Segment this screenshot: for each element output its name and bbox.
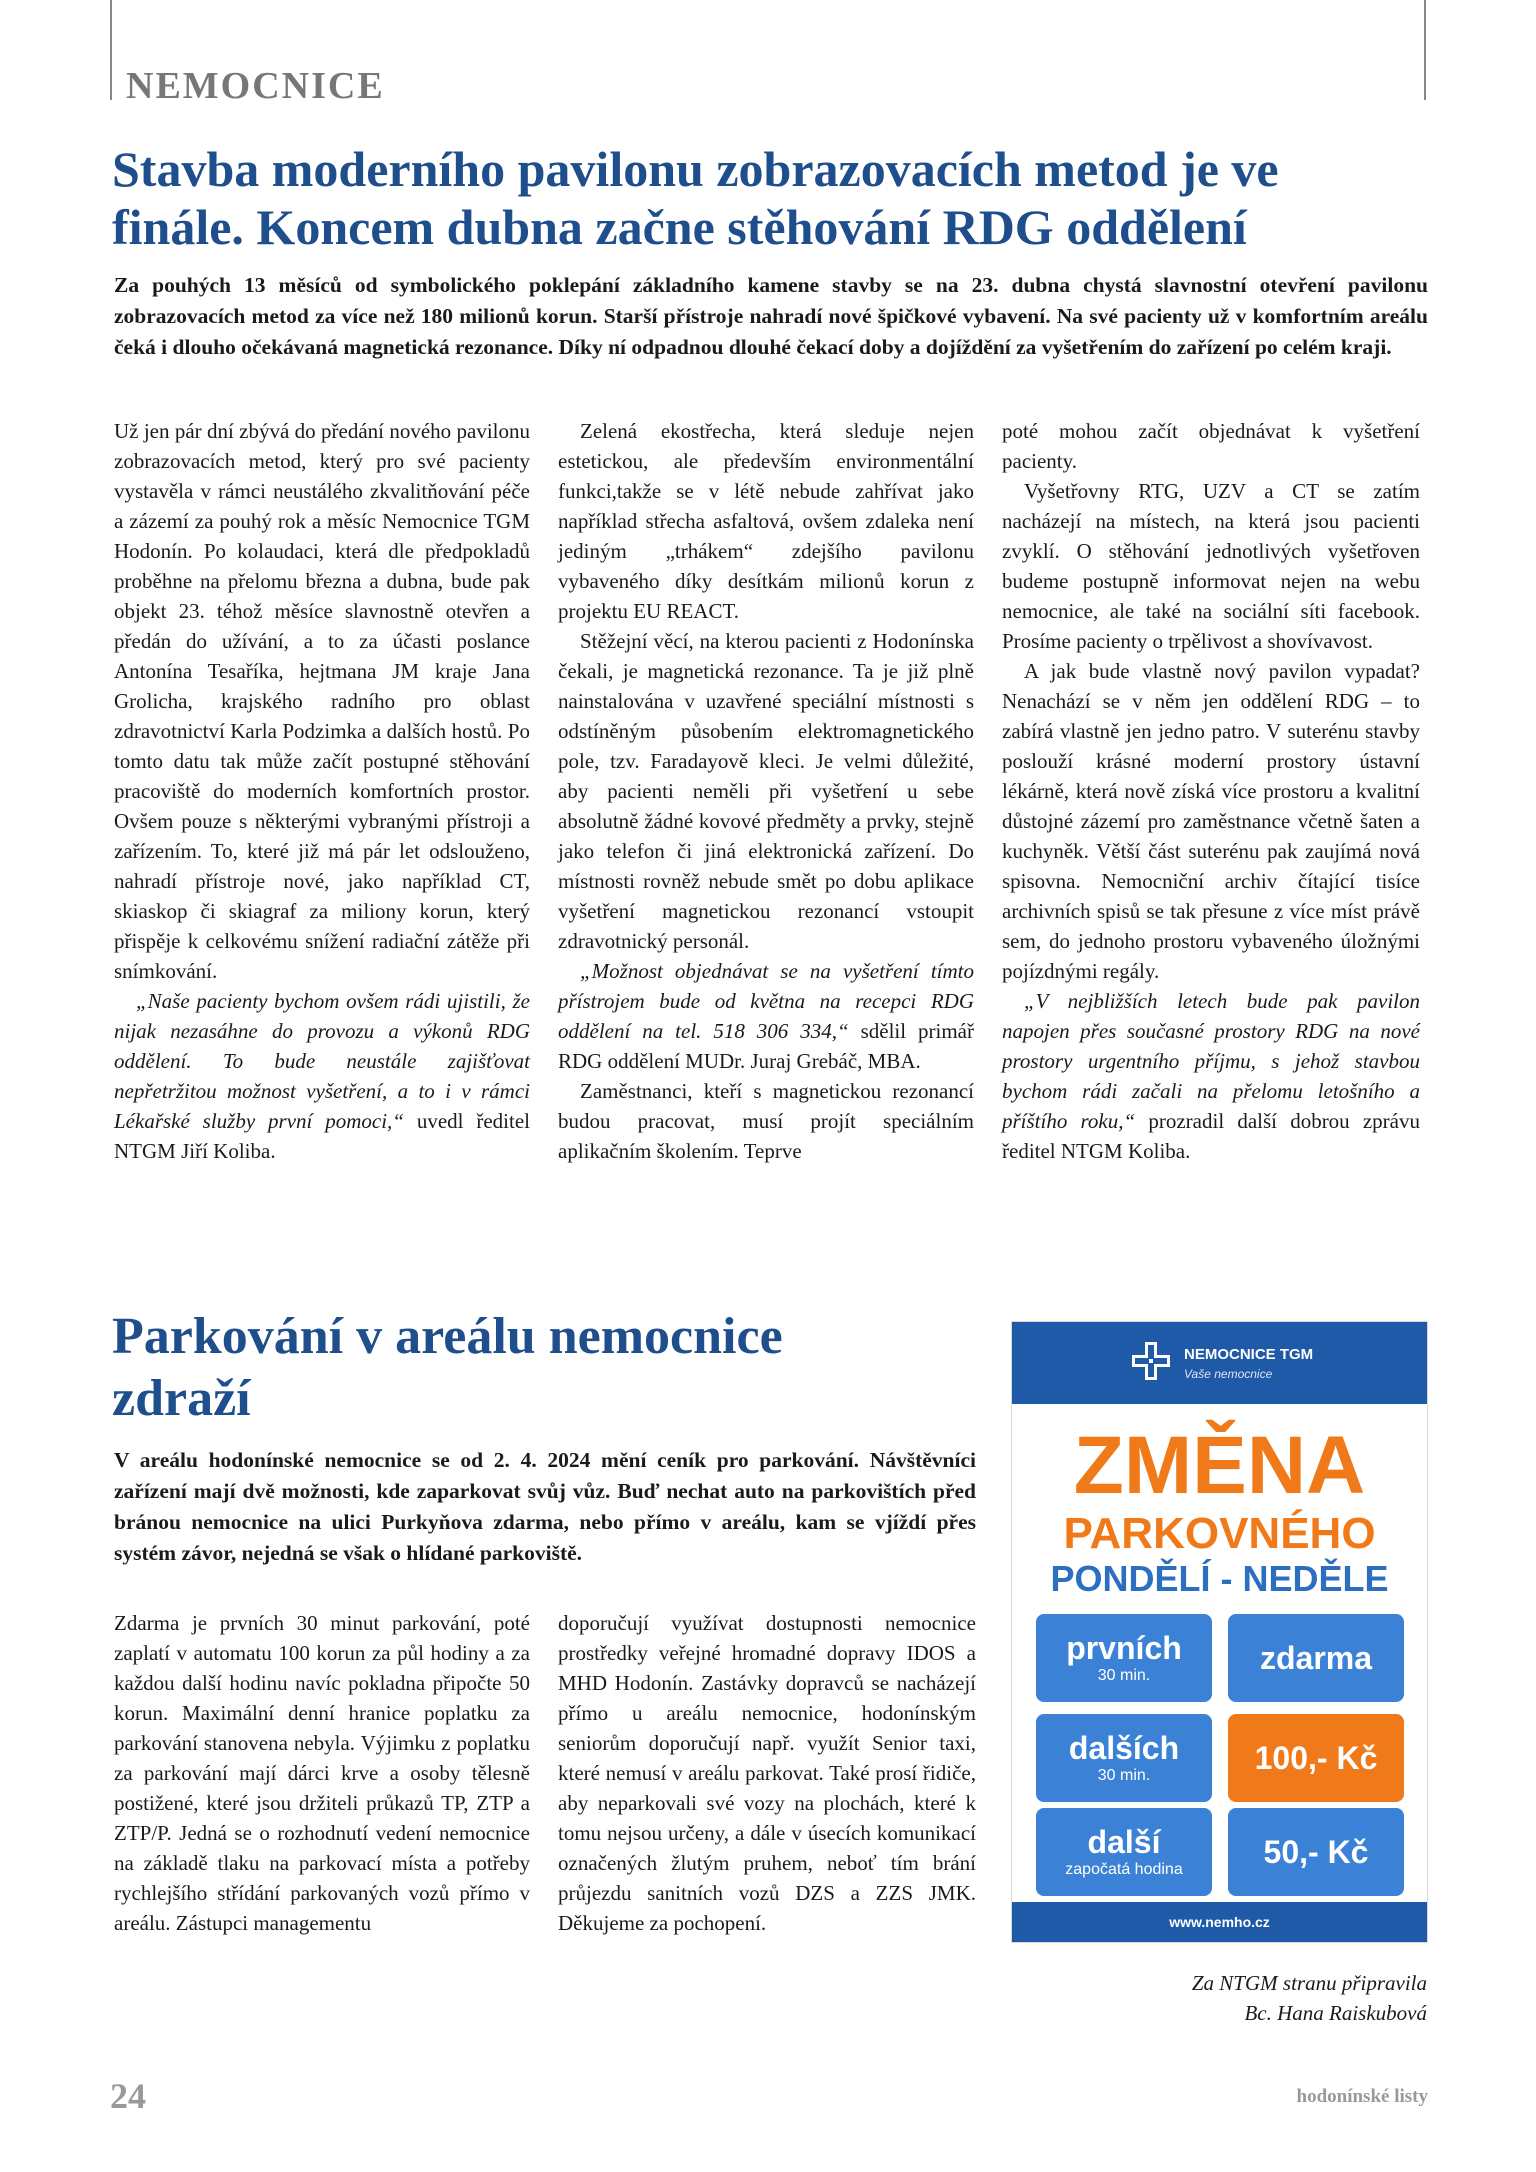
article1-col3-quote-paragraph xyxy=(1002,986,1420,1166)
ad-row1-label-text: prvních xyxy=(1066,1630,1182,1666)
article1-column-1 xyxy=(114,416,530,1166)
article1-col2-quote-paragraph xyxy=(558,956,974,1076)
ad-title-zmena: ZMĚNA xyxy=(1073,1420,1366,1511)
quote-attribution: uvedl ředitel NTGM Jiří Koliba. xyxy=(114,1109,531,1163)
article2-col2-paragraph: doporučují využívat dostupnosti nemocnice prostředky veřejné hromadné dopravy IDOS a MHD Hodonín. Zastávky dopravců se nacházejí přímo u areálu nemocnice, hodonínským seniorům doporučují např. využít Senior taxi, které nemusí v areálu parkovat. Také prosí řidiče, aby neparkovali své vozy na plochách, které k tomu nejsou určeny, a dále v úsecích komunikací označených žlutým pruhem, neboť tím brání průjezdu sanitních vozů DZS a ZZS JMK. Děkujeme za pochopení. xyxy=(558,1611,976,1935)
section-label: NEMOCNICE xyxy=(126,65,385,107)
ad-row3-label-text: další xyxy=(1087,1824,1161,1860)
ad-row2-label xyxy=(1036,1714,1212,1802)
article1-col1-quote-paragraph xyxy=(114,986,530,1166)
article1-title-line2: finále. Koncem dubna začne stěhování RDG oddělení xyxy=(112,199,1247,255)
quote-attribution: sdělil primář RDG oddělení MUDr. Juraj Grebáč, MBA. xyxy=(558,1019,974,1073)
ad-row3-sub: započatá hodina xyxy=(1065,1861,1183,1878)
ad-row1-sub: 30 min. xyxy=(1097,1667,1151,1684)
ad-url: www.nemho.cz xyxy=(1012,1902,1427,1942)
article2-lead: V areálu hodonínské nemocnice se od 2. 4. 2024 mění ceník pro parkování. Návštěvníci zařízení mají dvě možnosti, kde zaparkovat svůj vůz. Buď nechat auto na parkovištích před bránou nemocnice na ulici Purkyňova zdarma, nebo přímo v areálu, kam se vjíždí přes systém závor, nejedná se však o hlídané parkoviště. xyxy=(114,1448,976,1565)
ad-row3-label xyxy=(1036,1808,1212,1896)
article1-column-2 xyxy=(558,416,974,1166)
parking-price-ad xyxy=(1012,1322,1427,1942)
ad-row2-price xyxy=(1228,1714,1404,1802)
article2-title xyxy=(112,1306,972,1430)
credit-line-2: Bc. Hana Raiskubová xyxy=(1244,2001,1427,2025)
article1-col1-paragraph: Už jen pár dní zbývá do předání nového pavilonu zobrazovacích metod, který pro své pacienty vystavěla v rámci neustálého zkvalitňování péče a zázemí za pouhý rok a měsíc Nemocnice TGM Hodonín. Po kolaudaci, která dle předpokladů proběhne na přelomu března a dubna, bude pak objekt 23. téhož měsíce slavnostně otevřen a předán do užívání, a to za účasti poslance Antonína Tesaříka, hejtmana JM kraje Jana Grolicha, krajského radního pro oblast zdravotnictví Karla Podzimka a dalších hostů. Po tomto datu tak může začít postupné stěhování pracoviště do moderních komfortních prostor. Ovšem pouze s některými vybranými přístroji a zařízením. To, které již má pár let odslouženo, nahradí přístroje nové, jako například CT, skiaskop či skiagraf za miliony korun, který přispěje k celkovému snížení radiační zátěže při snímkování. xyxy=(114,419,530,983)
article1-title-line1: Stavba moderního pavilonu zobrazovacích metod je ve xyxy=(112,141,1279,197)
magazine-name: hodonínské listy xyxy=(1296,2086,1428,2107)
left-margin-rule xyxy=(110,0,112,100)
author-credit xyxy=(1192,1968,1427,2028)
quote-attribution: prozradil další dobrou zprávu ředitel NTGM Koliba. xyxy=(1002,1109,1420,1163)
ad-row3-price-text: 50,- Kč xyxy=(1263,1834,1369,1870)
ad-title-parkovneho: PARKOVNÉHO xyxy=(1063,1509,1376,1558)
ad-header-bar xyxy=(1012,1322,1427,1404)
ad-row2-price-text: 100,- Kč xyxy=(1254,1740,1378,1776)
article1-title xyxy=(112,140,1432,256)
article1-col3-paragraph-2: Vyšetřovny RTG, UZV a CT se zatím nacházejí na místech, na která jsou pacienti zvyklí. O stěhování jednotlivých vyšetřoven budeme postupně informovat nejen na webu nemocnice, ale také na sociální síti facebook. Prosíme pacienty o trpělivost a shovívavost. xyxy=(1002,479,1420,653)
article2-col1-paragraph: Zdarma je prvních 30 minut parkování, poté zaplatí v automatu 100 korun za půl hodiny a za každou další hodinu navíc pokladna připočte 50 korun. Maximální denní hranice poplatku za parkování stanovena nebyla. Výjimku z poplatku za parkování mají dárci krve a osoby tělesně postižené, které jsou držiteli průkazů TP, ZTP a ZTP/P. Jedná se o rozhodnutí vedení nemocnice na základě tlaku na parkovací místa a potřeby rychlejšího střídání parkovaných vozů přímo v areálu. Zástupci managementu xyxy=(114,1611,530,1935)
ad-days: PONDĚLÍ - NEDĚLE xyxy=(1050,1558,1389,1599)
article1-col3-paragraph-1: poté mohou začít objednávat k vyšetření pacienty. xyxy=(1002,419,1420,473)
article2-column-1 xyxy=(114,1608,530,1938)
ad-row3-price xyxy=(1228,1808,1404,1896)
primar-quote: „Možnost objednávat se na vyšetření tímto přístrojem bude od května na recepci RDG oddělení na tel. 518 306 334,“ xyxy=(558,959,974,1043)
article1-col2-paragraph-1: Zelená ekostřecha, která sleduje nejen estetickou, ale především environmentální funkci,takže se v létě nebude zahřívat jako například střecha asfaltová, ovšem zdaleka není jediným „trhákem“ zdejšího pavilonu vybaveného díky desítkám milionů korun z projektu EU REACT. xyxy=(558,419,974,623)
article1-column-3 xyxy=(1002,416,1420,1166)
ad-row1-label xyxy=(1036,1614,1212,1702)
ad-row2-label-text: dalších xyxy=(1068,1730,1180,1766)
hospital-cross-logo-icon xyxy=(1130,1340,1172,1382)
article2-title-line2: zdraží xyxy=(112,1370,251,1427)
page-number: 24 xyxy=(110,2076,146,2116)
ad-brand-subtitle: Vaše nemocnice xyxy=(1184,1367,1273,1381)
director-quote: „Naše pacienty bychom ovšem rádi ujistili, že nijak nezasáhne do provozu a výkonů RDG oddělení. To bude neustále zajišťovat nepřetržitou možnost vyšetření, a to i v rámci Lékařské služby první pomoci,“ xyxy=(114,989,530,1133)
ad-row2-sub: 30 min. xyxy=(1097,1767,1151,1784)
director-quote-2: „V nejbližších letech bude pak pavilon napojen přes současné prostory RDG na nové prostory urgentního příjmu, s jehož stavbou bychom rádi začali na přelomu letošního a příštího roku,“ xyxy=(1002,989,1420,1133)
article2-title-line1: Parkování v areálu nemocnice xyxy=(112,1308,783,1365)
credit-line-1: Za NTGM stranu připravila xyxy=(1191,1971,1427,1995)
article1-col2-paragraph-4: Zaměstnanci, kteří s magnetickou rezonancí budou pracovat, musí projít speciálním aplikačním školením. Teprve xyxy=(558,1079,974,1163)
article1-col2-paragraph-2: Stěžejní věcí, na kterou pacienti z Hodonínska čekali, je magnetická rezonance. Ta je již plně nainstalována v uzavřené speciální místnosti s odstíněným působením elektromagnetického pole, tzv. Faradayově kleci. Je velmi důležité, aby pacienti neměli při vyšetření u sebe absolutně žádné kovové předměty a prvky, stejně jako telefon či jiná elektronická zařízení. Do místnosti rovněž nebude smět po dobu aplikace vyšetření magnetickou rezonancí vstoupit zdravotnický personál. xyxy=(558,629,974,953)
ad-row1-price xyxy=(1228,1614,1404,1702)
article2-column-2 xyxy=(558,1608,976,1938)
right-margin-rule xyxy=(1424,0,1426,100)
article1-lead: Za pouhých 13 měsíců od symbolického poklepání základního kamene stavby se na 23. dubna chystá slavnostní otevření pavilonu zobrazovacích metod za více než 180 milionů korun. Starší přístroje nahradí nové špičkové vybavení. Na své pacienty už v komfortním areálu čeká i dlouho očekávaná magnetická rezonance. Díky ní odpadnou dlouhé čekací doby a dojíždění za vyšetřením do zařízení po celém kraji. xyxy=(114,273,1428,359)
ad-brand: NEMOCNICE TGM xyxy=(1184,1346,1314,1363)
article1-col3-paragraph-3: A jak bude vlastně nový pavilon vypadat? Nenachází se v něm jen oddělení RDG – to zabírá vlastně jen jedno patro. V suterénu stavby poslouží krásné moderní prostory ústavní lékárně, která nově získá více prostoru a kvalitní důstojné zázemí pro zaměstnance včetně šaten a kuchyněk. Větší část suterénu pak zaujímá nová spisovna. Nemocniční archiv čítající tisíce archivních spisů se tak přesune z více míst právě sem, do jednoho prostoru vybaveného úložnými pojízdnými regály. xyxy=(1002,659,1420,983)
ad-row1-price-text: zdarma xyxy=(1259,1640,1373,1676)
